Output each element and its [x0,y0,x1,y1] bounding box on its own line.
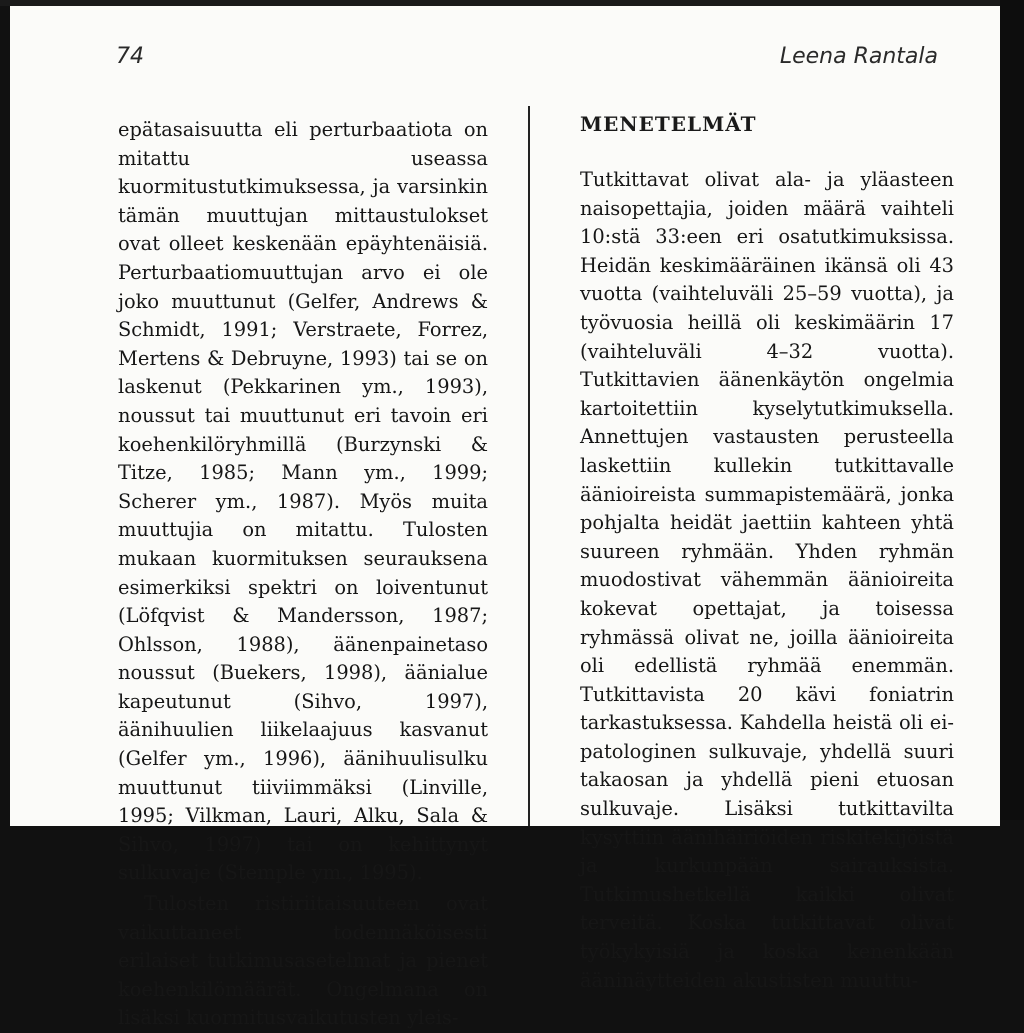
running-head: Leena Rantala [779,44,938,69]
book-page [10,6,1000,1030]
scan-right-edge [1000,0,1024,820]
left-paragraph-1: epätasaisuutta eli perturbaatiota on mitattu useassa kuormitustutkimuksessa, ja varsinkin tämän muuttujan mittaustulokset ovat olleet keskenään epäyhtenäisiä. Perturbaatiomuuttujan arvo ei ole joko muuttunut (Gelfer, Andrews & Schmidt, 1991; Verstraete, Forrez, Mertens & Debruyne, 1993) tai se on laskenut (Pekkarinen ym., 1993), noussut tai muuttunut eri tavoin eri koehenkilöryhmillä (Burzynski & Titze, 1985; Mann ym., 1999; Scherer ym., 1987). Myös muita muuttujia on mitattu. Tulosten mukaan kuormituksen seurauksena esimerkiksi spektri on loiventunut (Löfqvist & Mandersson, 1987; Ohlsson, 1988), äänenpainetaso noussut (Buekers, 1998), äänialue kapeutunut (Sihvo, 1997), äänihuulien liikelaajuus kasvanut (Gelfer ym., 1996), äänihuulisulku muuttunut tiiviimmäksi (Linville, 1995; Vilkman, Lauri, Alku, Sala & Sihvo, 1997) tai on kehittynyt sulkuvaje (Stemple ym., 1995). [118,118,488,885]
right-paragraph-1: Tutkittavat olivat ala- ja yläasteen naisopettajia, joiden määrä vaihteli 10:stä 33:een eri osatutkimuksissa. Heidän keskimääräinen ikänsä oli 43 vuotta (vaihteluväli 25–59 vuotta), ja työvuosia heillä oli keskimäärin 17 (vaihteluväli 4–32 vuotta). Tutkittavien äänenkäytön ongelmia kartoitettiin kyselytutkimuksella. Annettujen vastausten perusteella laskettiin kullekin tutkittavalle äänioireista summapistemäärä, jonka pohjalta heidät jaettiin kahteen yhtä suureen ryhmään. Yhden ryhmän muodostivat vähemmän äänioireita kokevat opettajat, ja toisessa ryhmässä olivat ne, joilla äänioireita oli edellistä ryhmää enemmän. Tutkittavista 20 kävi foniatrin tarkastuksessa. Kahdella heistä oli ei-patologinen sulkuvaje, yhdellä suuri takaosan ja yhdellä pieni etuosan sulkuvaje. Lisäksi tutkittavilta kysyttiin äänihäiriöiden riskitekijöistä ja kurkunpään sairauksista. Tutkimushetkellä kaikki olivat terveitä. Koska tutkittavat olivat työkykyisiä ja koska kenenkään ääninäytteiden akustisten muuttu- [580,168,954,992]
left-paragraph-2: Tulosten ristiriitaisuuteen ovat vaikuttaneet todennäköisesti erilaiset tutkimusasetelmat ja pienet koehenkilömäärät. Ongelmana on lisäksi kuormitusvaikutusten yleis- [118,892,488,1030]
right-column [580,110,954,995]
section-heading: MENETELMÄT [580,112,757,136]
page-number: 74 [116,44,144,69]
left-column [118,116,488,1033]
column-divider [528,106,530,826]
